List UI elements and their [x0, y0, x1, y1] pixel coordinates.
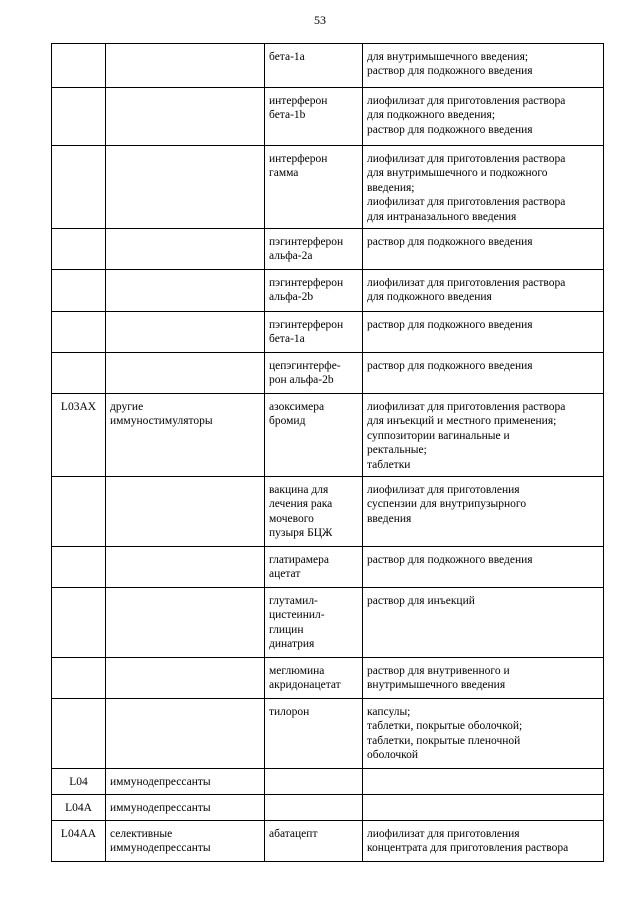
- table-row: [52, 795, 604, 821]
- group-name-cell: селективные иммунодепрессанты: [106, 821, 265, 862]
- drug-name-cell: пэгинтерферон альфа-2b: [265, 270, 363, 312]
- dosage-forms-cell: лиофилизат для приготовления суспензии для внутрипузырного введения: [363, 477, 604, 547]
- table-row: [52, 44, 604, 88]
- group-name-cell: [106, 353, 265, 394]
- group-name-cell: [106, 312, 265, 353]
- atc-code-cell: [52, 44, 106, 88]
- atc-code-cell: L04AA: [52, 821, 106, 862]
- table-row: [52, 699, 604, 769]
- table-row: [52, 312, 604, 353]
- group-name-cell: [106, 477, 265, 547]
- table-row: [52, 229, 604, 270]
- group-name-cell: [106, 88, 265, 146]
- atc-code-cell: [52, 477, 106, 547]
- atc-code-cell: [52, 229, 106, 270]
- drug-name-cell: [265, 769, 363, 795]
- dosage-forms-cell: раствор для подкожного введения: [363, 229, 604, 270]
- drug-name-cell: интерферон бета-1b: [265, 88, 363, 146]
- table-row: [52, 353, 604, 394]
- dosage-forms-cell: раствор для инъекций: [363, 588, 604, 658]
- drug-name-cell: бета-1a: [265, 44, 363, 88]
- dosage-forms-cell: для внутримышечного введения; раствор для подкожного введения: [363, 44, 604, 88]
- table-row: [52, 547, 604, 588]
- dosage-forms-cell: капсулы; таблетки, покрытые оболочкой; таблетки, покрытые пленочной оболочкой: [363, 699, 604, 769]
- group-name-cell: [106, 699, 265, 769]
- drug-name-cell: абатацепт: [265, 821, 363, 862]
- atc-code-cell: [52, 270, 106, 312]
- atc-code-cell: [52, 312, 106, 353]
- dosage-forms-cell: лиофилизат для приготовления концентрата для приготовления раствора: [363, 821, 604, 862]
- group-name-cell: другие иммуностимуляторы: [106, 394, 265, 477]
- group-name-cell: [106, 44, 265, 88]
- table-row: [52, 769, 604, 795]
- dosage-forms-cell: раствор для подкожного введения: [363, 312, 604, 353]
- atc-code-cell: [52, 658, 106, 699]
- dosage-forms-cell: [363, 795, 604, 821]
- drug-name-cell: меглюмина акридонацетат: [265, 658, 363, 699]
- atc-code-cell: [52, 353, 106, 394]
- group-name-cell: [106, 658, 265, 699]
- drug-name-cell: интерферон гамма: [265, 146, 363, 229]
- table-row: [52, 270, 604, 312]
- drug-name-cell: тилорон: [265, 699, 363, 769]
- drug-name-cell: глутамил- цистеинил- глицин динатрия: [265, 588, 363, 658]
- dosage-forms-cell: лиофилизат для приготовления раствора для подкожного введения; раствор для подкожного введения: [363, 88, 604, 146]
- table-row: [52, 394, 604, 477]
- group-name-cell: иммунодепрессанты: [106, 769, 265, 795]
- dosage-forms-cell: лиофилизат для приготовления раствора для внутримышечного и подкожного введения; лиофилизат для приготовления раствора для интраназального введения: [363, 146, 604, 229]
- table-body: [52, 44, 604, 862]
- group-name-cell: иммунодепрессанты: [106, 795, 265, 821]
- atc-code-cell: L03AX: [52, 394, 106, 477]
- atc-code-cell: L04: [52, 769, 106, 795]
- atc-code-cell: [52, 699, 106, 769]
- drug-name-cell: вакцина для лечения рака мочевого пузыря БЦЖ: [265, 477, 363, 547]
- atc-code-cell: [52, 547, 106, 588]
- dosage-forms-cell: лиофилизат для приготовления раствора для подкожного введения: [363, 270, 604, 312]
- drug-name-cell: цепэгинтерфе- рон альфа-2b: [265, 353, 363, 394]
- dosage-forms-cell: [363, 769, 604, 795]
- page-number: 53: [314, 13, 326, 27]
- group-name-cell: [106, 270, 265, 312]
- group-name-cell: [106, 588, 265, 658]
- group-name-cell: [106, 547, 265, 588]
- drug-table: [51, 43, 604, 862]
- atc-code-cell: [52, 588, 106, 658]
- drug-name-cell: азоксимера бромид: [265, 394, 363, 477]
- group-name-cell: [106, 146, 265, 229]
- drug-name-cell: [265, 795, 363, 821]
- table-row: [52, 821, 604, 862]
- table-row: [52, 88, 604, 146]
- dosage-forms-cell: лиофилизат для приготовления раствора для инъекций и местного применения; суппозитории вагинальные и ректальные; таблетки: [363, 394, 604, 477]
- dosage-forms-cell: раствор для подкожного введения: [363, 353, 604, 394]
- table-row: [52, 588, 604, 658]
- drug-name-cell: пэгинтерферон альфа-2a: [265, 229, 363, 270]
- table-row: [52, 477, 604, 547]
- atc-code-cell: [52, 88, 106, 146]
- dosage-forms-cell: раствор для подкожного введения: [363, 547, 604, 588]
- group-name-cell: [106, 229, 265, 270]
- table-row: [52, 658, 604, 699]
- atc-code-cell: L04A: [52, 795, 106, 821]
- drug-name-cell: пэгинтерферон бета-1a: [265, 312, 363, 353]
- atc-code-cell: [52, 146, 106, 229]
- table-row: [52, 146, 604, 229]
- dosage-forms-cell: раствор для внутривенного и внутримышечного введения: [363, 658, 604, 699]
- drug-name-cell: глатирамера ацетат: [265, 547, 363, 588]
